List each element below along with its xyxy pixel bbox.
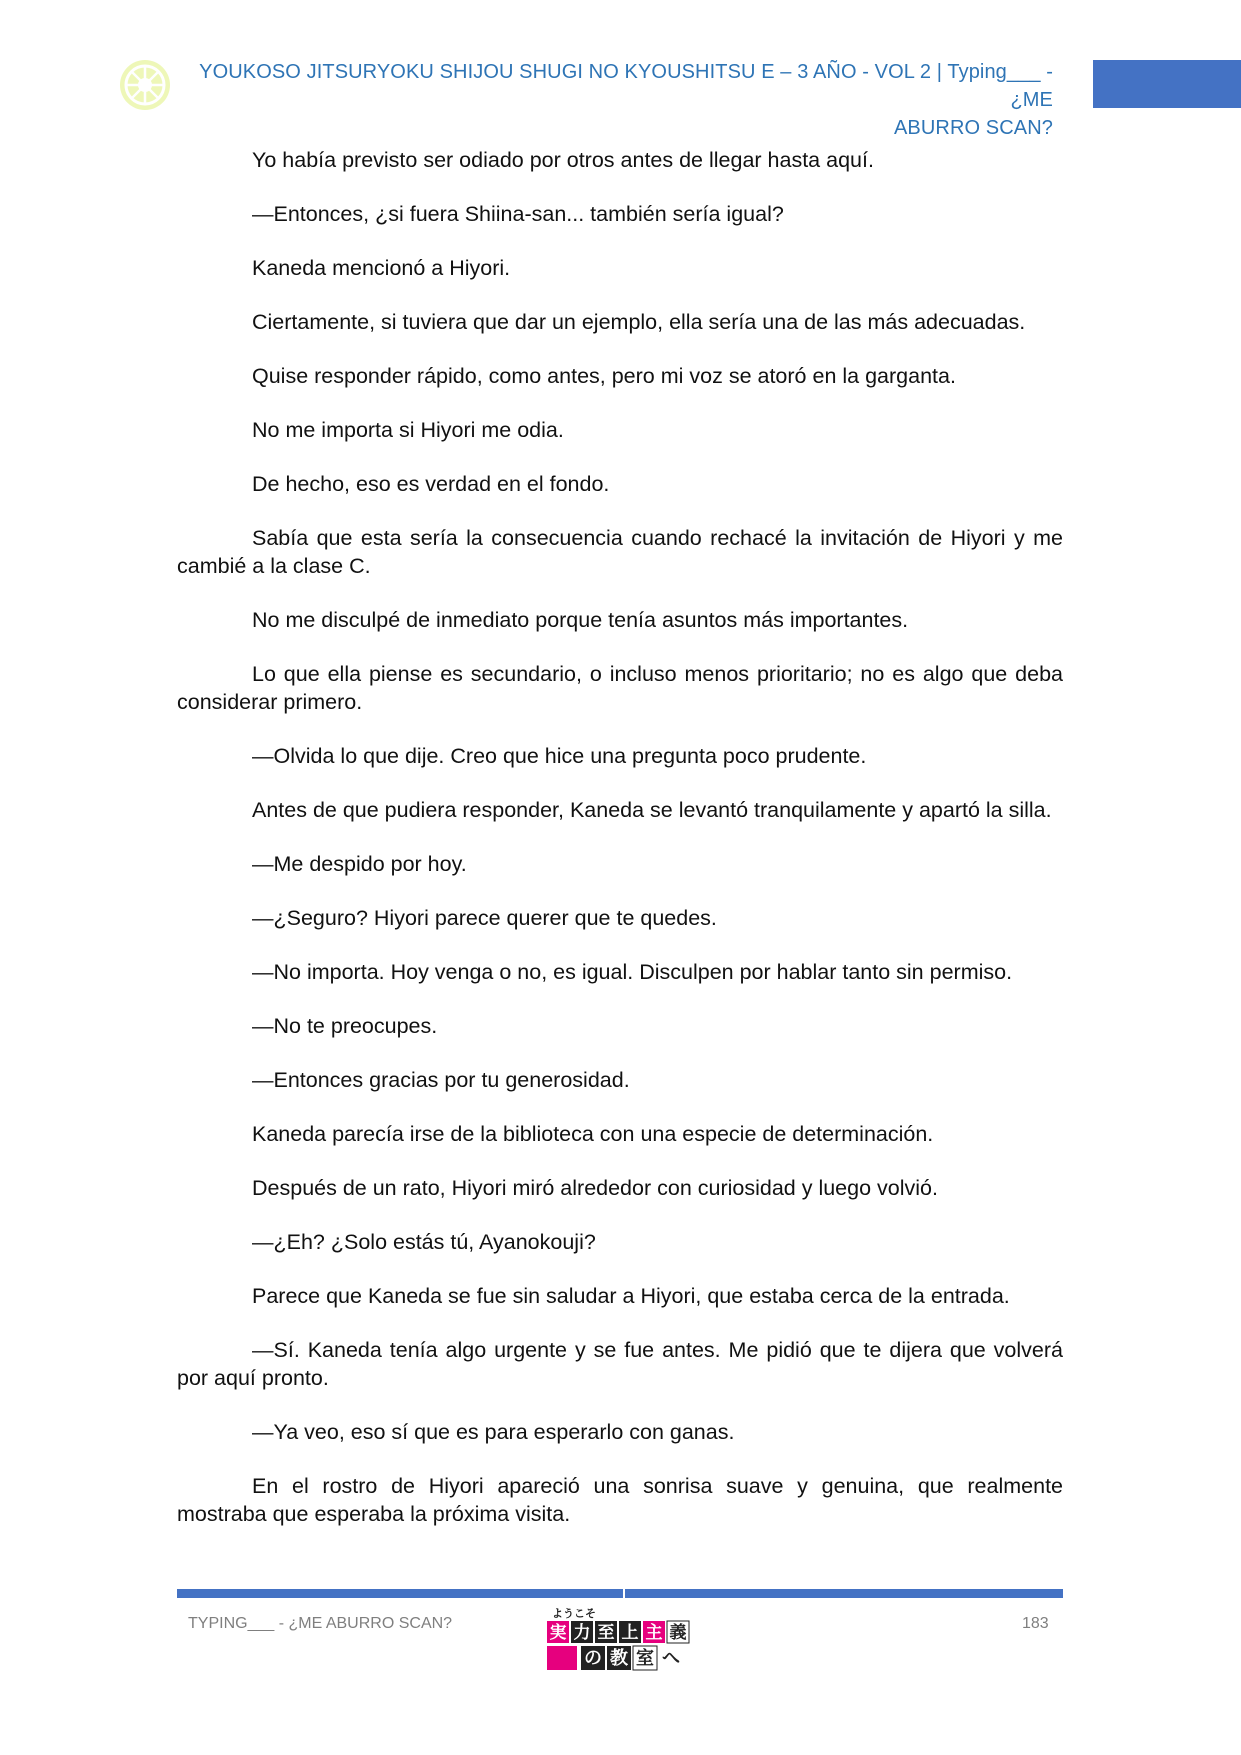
series-logo xyxy=(544,1606,694,1676)
paragraph: Yo había previsto ser odiado por otros antes de llegar hasta aquí. xyxy=(252,148,874,172)
paragraph: De hecho, eso es verdad en el fondo. xyxy=(252,472,610,496)
paragraph: —Sí. Kaneda tenía algo urgente y se fue antes. Me pidió que te dijera que volverá por aquí pronto. xyxy=(177,1338,1063,1390)
footer-left-text: TYPING___ - ¿ME ABURRO SCAN? xyxy=(188,1615,453,1632)
paragraph: —No importa. Hoy venga o no, es igual. Disculpen por hablar tanto sin permiso. xyxy=(252,960,1013,984)
paragraph: No me importa si Hiyori me odia. xyxy=(252,418,564,442)
paragraph: Después de un rato, Hiyori miró alrededor con curiosidad y luego volvió. xyxy=(252,1176,938,1200)
header-title-line2: ABURRO SCAN? xyxy=(893,117,1053,139)
logo-char: 至 xyxy=(597,1623,615,1643)
logo-char: 実 xyxy=(549,1623,567,1643)
paragraph: Sabía que esta sería la consecuencia cuando rechacé la invitación de Hiyori y me cambié a la clase C. xyxy=(177,526,1063,578)
paragraph: Lo que ella piense es secundario, o incluso menos prioritario; no es algo que deba considerar primero. xyxy=(177,662,1063,714)
paragraph: —No te preocupes. xyxy=(252,1014,438,1038)
paragraph: Kaneda parecía irse de la biblioteca con una especie de determinación. xyxy=(252,1122,934,1146)
logo-char: 力 xyxy=(573,1623,591,1643)
footer-rule xyxy=(177,1589,1063,1598)
paragraph: Antes de que pudiera responder, Kaneda se levantó tranquilamente y apartó la silla. xyxy=(252,798,1052,822)
paragraph: —¿Eh? ¿Solo estás tú, Ayanokouji? xyxy=(252,1230,596,1254)
logo-char: 室 xyxy=(636,1648,654,1669)
paragraph: —Olvida lo que dije. Creo que hice una pregunta poco prudente. xyxy=(252,744,867,768)
page-body xyxy=(177,146,1063,1554)
paragraph: —Ya veo, eso sí que es para esperarlo con ganas. xyxy=(252,1420,735,1444)
page-number: 183 xyxy=(1022,1615,1049,1632)
logo-char: の xyxy=(584,1648,602,1669)
running-header xyxy=(153,58,1053,142)
logo-top-text: ようこそ xyxy=(552,1607,596,1620)
header-accent-bar xyxy=(1093,60,1241,108)
paragraph: Kaneda mencionó a Hiyori. xyxy=(252,256,511,280)
paragraph: Quise responder rápido, como antes, pero mi voz se atoró en la garganta. xyxy=(252,364,956,388)
paragraph: —Entonces, ¿si fuera Shiina-san... también sería igual? xyxy=(252,202,784,226)
paragraph: En el rostro de Hiyori apareció una sonrisa suave y genuina, que realmente mostraba que esperaba la próxima visita. xyxy=(177,1474,1063,1526)
header-title-line1: YOUKOSO JITSURYOKU SHIJOU SHUGI NO KYOUSHITSU E – 3 AÑO - VOL 2 | Typing___ - ¿ME xyxy=(199,61,1053,111)
paragraph: —¿Seguro? Hiyori parece querer que te quedes. xyxy=(252,906,717,930)
logo-char: 上 xyxy=(621,1623,639,1643)
logo-char: 義 xyxy=(669,1623,687,1643)
paragraph: —Entonces gracias por tu generosidad. xyxy=(252,1068,630,1092)
paragraph: Parece que Kaneda se fue sin saludar a Hiyori, que estaba cerca de la entrada. xyxy=(252,1284,1010,1308)
paragraph: No me disculpé de inmediato porque tenía asuntos más importantes. xyxy=(252,608,909,632)
paragraph: —Me despido por hoy. xyxy=(252,852,467,876)
logo-char: 教 xyxy=(610,1648,628,1669)
paragraph: Ciertamente, si tuviera que dar un ejemplo, ella sería una de las más adecuadas. xyxy=(252,310,1026,334)
logo-char: 主 xyxy=(645,1623,663,1643)
logo-char: へ xyxy=(662,1648,680,1669)
